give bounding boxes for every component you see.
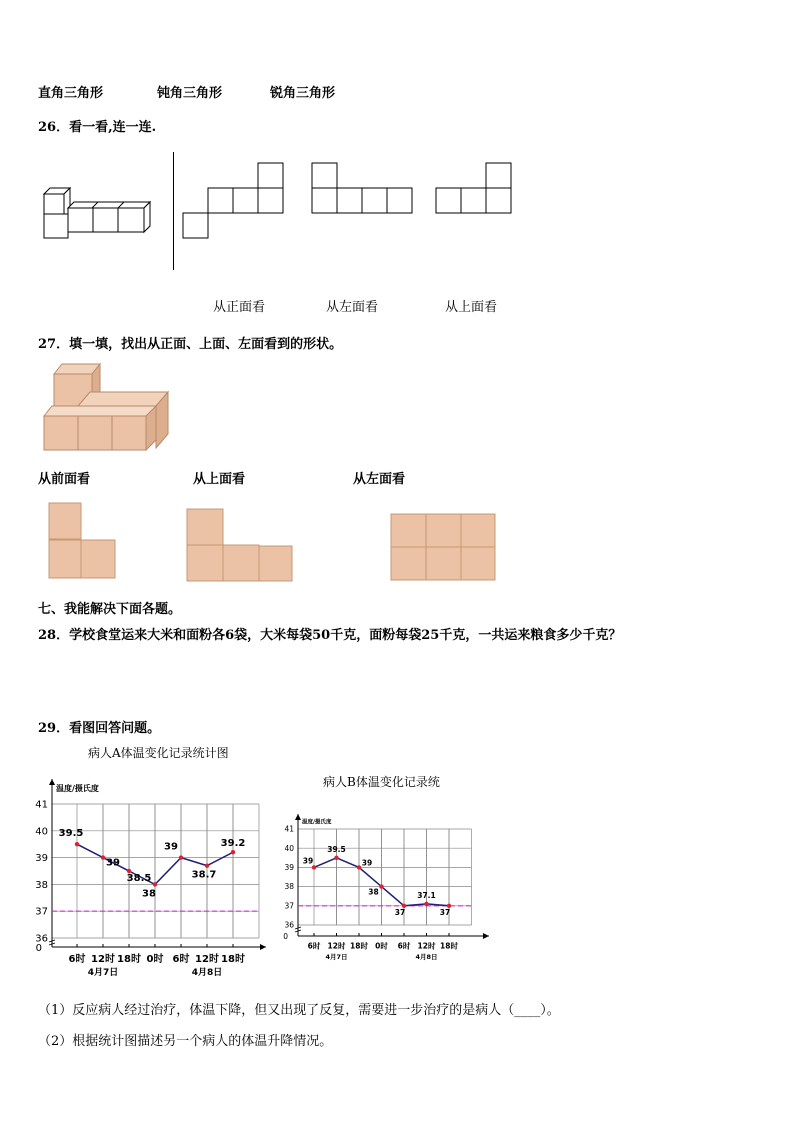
x-tick-label: 12时	[91, 954, 115, 965]
x-tick-label: 6时	[397, 941, 411, 951]
date-label: 4月7日	[87, 968, 119, 978]
data-label: 38	[142, 888, 156, 900]
chart-b-title: 病人B体温变化记录统	[323, 775, 440, 789]
y-tick-label: 40	[35, 826, 48, 838]
q26-title: 26．看一看,连一连.	[38, 120, 157, 135]
q26-view-shape-3	[436, 162, 514, 216]
x-tick-label: 6时	[307, 941, 321, 951]
y-axis-arrow	[295, 814, 301, 820]
data-label: 38.7	[191, 869, 217, 881]
date-label: 4月8日	[415, 953, 438, 961]
x-tick-label: 18时	[117, 954, 141, 965]
data-label: 39	[106, 857, 120, 869]
data-label: 37.1	[417, 890, 436, 900]
x-tick-label: 18时	[350, 941, 368, 951]
chart-b	[282, 808, 494, 963]
y-tick-label: 39	[284, 863, 294, 873]
chart-a-title: 病人A体温变化记录统计图	[88, 746, 229, 760]
data-point	[334, 856, 338, 860]
data-label: 39	[302, 856, 314, 866]
data-point	[205, 863, 209, 867]
x-tick-label: 6时	[68, 954, 86, 965]
q29-title: 29．看图回答问题。	[38, 721, 161, 736]
x-tick-label: 12时	[417, 941, 436, 951]
q26-view-label-front: 从正面看	[213, 300, 266, 315]
data-label: 39	[361, 858, 373, 868]
q26-view-shape-1	[183, 162, 285, 240]
data-label: 39.5	[327, 844, 346, 854]
triangle-label-obtuse: 钝角三角形	[157, 86, 223, 101]
q28-title: 28．学校食堂运来大米和面粉各6袋，大米每袋50千克，面粉每袋25千克，一共运来粮食多少千克？	[38, 628, 622, 643]
triangle-label-acute: 锐角三角形	[270, 86, 336, 101]
x-tick-label: 18时	[440, 941, 458, 951]
q27-view-label-top: 从上面看	[193, 472, 246, 487]
x-tick-label: 18时	[221, 954, 245, 965]
data-label: 39.5	[58, 828, 84, 840]
data-point	[101, 855, 105, 859]
q29-sub1: （1）反应病人经过治疗，体温下降，但又出现了反复，需要进一步治疗的是病人（____）。	[38, 1003, 560, 1018]
x-axis-arrow	[483, 933, 489, 939]
section7-title: 七、我能解决下面各题。	[38, 602, 182, 617]
data-label: 39	[164, 841, 178, 853]
data-label: 37	[439, 907, 451, 917]
data-label: 38	[368, 887, 379, 897]
y-tick-label: 36	[35, 933, 48, 945]
data-label: 37	[394, 907, 406, 917]
y-tick-label: 36	[284, 920, 294, 930]
q27-front-view	[48, 502, 118, 582]
q26-view-label-left: 从左面看	[326, 300, 379, 315]
y-tick-label: 41	[35, 799, 48, 811]
q27-block-figure	[42, 362, 172, 454]
q27-left-view	[390, 513, 498, 583]
data-point	[424, 902, 428, 906]
y-axis-arrow	[49, 779, 55, 785]
y-tick-label: 37	[35, 906, 48, 918]
origin-label: 0	[283, 932, 288, 941]
q26-view-shape-2	[312, 162, 414, 216]
data-point	[75, 842, 79, 846]
y-tick-label: 40	[284, 843, 294, 853]
x-axis-arrow	[260, 944, 266, 950]
chart-a	[28, 775, 268, 980]
x-tick-label: 0时	[375, 941, 388, 951]
data-point	[357, 865, 361, 869]
data-point	[379, 884, 383, 888]
date-label: 4月8日	[191, 968, 223, 978]
x-tick-label: 12时	[327, 941, 346, 951]
data-point	[153, 882, 157, 886]
q26-cube-figure	[40, 184, 160, 240]
date-label: 4月7日	[325, 953, 348, 961]
y-tick-label: 39	[35, 853, 48, 865]
q27-top-view	[186, 508, 296, 584]
y-tick-label: 37	[284, 901, 294, 911]
y-tick-label: 38	[284, 882, 294, 892]
q29-sub2: （2）根据统计图描述另一个病人的体温升降情况。	[38, 1034, 333, 1049]
q27-view-label-front: 从前面看	[38, 472, 91, 487]
x-tick-label: 6时	[172, 954, 190, 965]
q27-title: 27．填一填，找出从正面、上面、左面看到的形状。	[38, 337, 343, 352]
x-tick-label: 0时	[146, 954, 164, 965]
y-tick-label: 38	[35, 879, 48, 891]
x-tick-label: 12时	[195, 954, 219, 965]
data-label: 39.2	[220, 838, 246, 850]
triangle-label-right: 直角三角形	[38, 86, 104, 101]
data-label: 38.5	[126, 873, 152, 884]
data-point	[179, 855, 183, 859]
q26-divider-line	[173, 152, 174, 270]
y-axis-label: 温度/摄氏度	[56, 784, 99, 793]
data-point	[231, 850, 235, 854]
y-axis-label: 温度/摄氏度	[302, 819, 332, 826]
data-point	[312, 865, 316, 869]
q26-view-label-top: 从上面看	[445, 300, 498, 315]
y-tick-label: 41	[284, 824, 294, 834]
origin-label: 0	[35, 943, 42, 954]
q27-view-label-left: 从左面看	[353, 472, 406, 487]
